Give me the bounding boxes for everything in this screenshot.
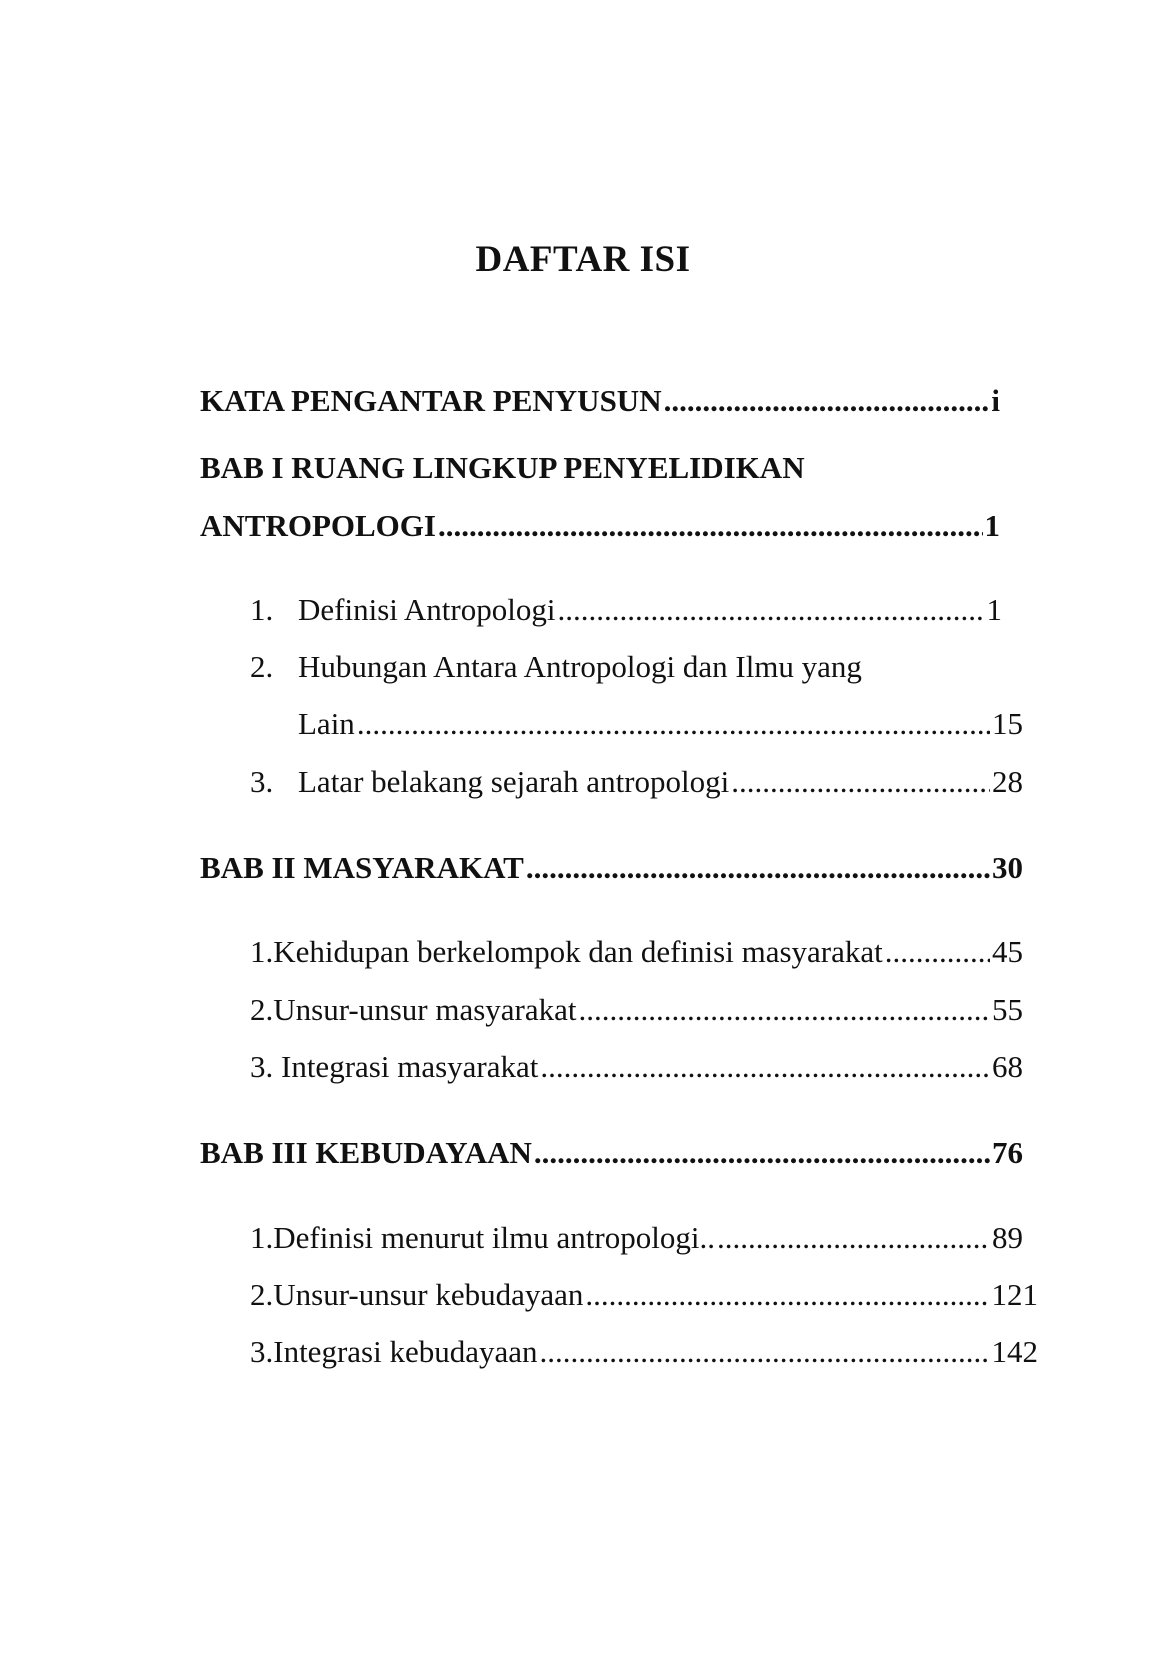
dot-leader	[585, 1277, 989, 1313]
dot-leader	[885, 934, 990, 970]
toc-entry-bab1[interactable]	[200, 508, 1000, 544]
item-number: 3.	[250, 764, 274, 799]
toc-subentry-bab3-2[interactable]	[250, 1277, 1038, 1313]
toc-entry-label: KATA PENGANTAR PENYUSUN	[200, 383, 662, 418]
dot-leader	[717, 1220, 990, 1256]
toc-entry-label	[250, 764, 729, 800]
toc-page-number: 142	[991, 1334, 1038, 1369]
dot-leader	[438, 508, 983, 544]
dot-leader	[664, 383, 990, 419]
toc-subentry-bab2-2[interactable]	[250, 992, 1023, 1028]
item-text: Definisi Antropologi	[298, 592, 556, 627]
toc-entry-bab2[interactable]	[200, 850, 1023, 886]
toc-page-number: i	[991, 383, 1000, 418]
toc-entry-label	[250, 592, 555, 628]
dot-leader	[557, 592, 984, 628]
toc-page-number: 1	[984, 508, 1000, 543]
toc-page-number: 45	[992, 934, 1023, 969]
toc-page-number: 28	[992, 764, 1023, 799]
toc-page-number: 55	[992, 992, 1023, 1027]
toc-entry-label: 2.Unsur-unsur masyarakat	[250, 992, 577, 1027]
toc-entry-label: 3. Integrasi masyarakat	[250, 1049, 539, 1084]
toc-page-number: 121	[991, 1277, 1038, 1312]
toc-subentry-bab1-2[interactable]	[298, 706, 1023, 742]
toc-subentry-bab1-3[interactable]	[250, 764, 1023, 800]
page-title: DAFTAR ISI	[475, 239, 691, 280]
toc-subentry-bab2-1[interactable]	[250, 934, 1023, 970]
dot-leader	[731, 764, 990, 800]
toc-page-number: 30	[992, 850, 1023, 885]
toc-entry-label: ANTROPOLOGI	[200, 508, 436, 543]
toc-entry-label: 1.Kehidupan berkelompok dan definisi masyarakat	[250, 934, 883, 969]
item-text: Latar belakang sejarah antropologi	[298, 764, 730, 799]
toc-page-number: 68	[992, 1049, 1023, 1084]
toc-page-number: 89	[992, 1220, 1023, 1255]
item-text: Hubungan Antara Antropologi dan Ilmu yang	[298, 649, 862, 684]
toc-entry-label: 1.Definisi menurut ilmu antropologi..	[250, 1220, 715, 1255]
toc-entry-bab3[interactable]	[200, 1135, 1023, 1171]
toc-entry-label: BAB II MASYARAKAT	[200, 850, 524, 885]
toc-subentry-bab3-1[interactable]	[250, 1220, 1023, 1256]
toc-entry-bab1-line1[interactable]: BAB I RUANG LINGKUP PENYELIDIKAN	[200, 450, 805, 485]
toc-page-number: 15	[992, 706, 1023, 741]
item-number: 2.	[250, 649, 274, 684]
toc-entry-label: Lain	[298, 706, 355, 741]
toc-entry-label: 2.Unsur-unsur kebudayaan	[250, 1277, 584, 1312]
toc-subentry-bab1-2-line1[interactable]	[250, 649, 862, 685]
toc-entry-label: 3.Integrasi kebudayaan	[250, 1334, 538, 1369]
toc-subentry-bab3-3[interactable]	[250, 1334, 1038, 1370]
toc-page-number: 76	[992, 1135, 1023, 1170]
item-number: 1.	[250, 592, 274, 627]
dot-leader	[579, 992, 990, 1028]
dot-leader	[357, 706, 990, 742]
toc-subentry-bab2-3[interactable]	[250, 1049, 1023, 1085]
dot-leader	[540, 1334, 990, 1370]
toc-page-number: 1	[986, 592, 1002, 627]
dot-leader	[534, 1135, 990, 1171]
toc-entry-kata-pengantar[interactable]	[200, 383, 1000, 419]
toc-subentry-bab1-1[interactable]	[250, 592, 1002, 628]
toc-entry-label: BAB III KEBUDAYAAN	[200, 1135, 532, 1170]
dot-leader	[540, 1049, 990, 1085]
dot-leader	[526, 850, 990, 886]
